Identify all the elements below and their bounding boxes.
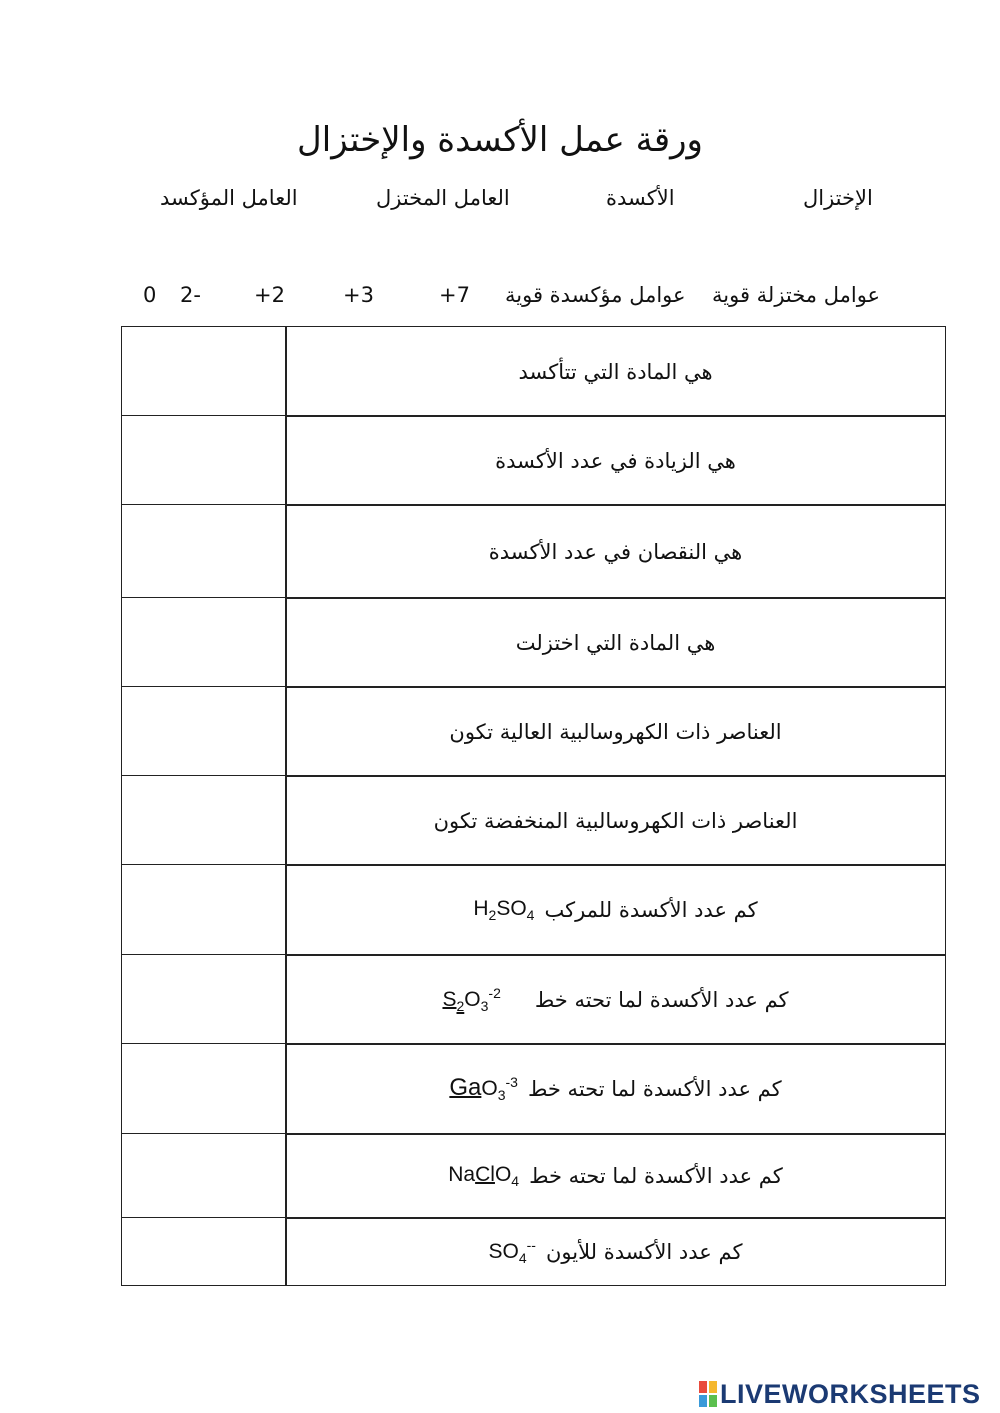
answer-box-1[interactable] bbox=[121, 326, 287, 417]
table-row bbox=[121, 415, 946, 506]
question-4 bbox=[285, 597, 946, 688]
question-7 bbox=[285, 864, 946, 956]
answer-box-10[interactable] bbox=[121, 1133, 287, 1219]
answer-box-5[interactable] bbox=[121, 686, 287, 777]
question-text: هي الزيادة في عدد الأكسدة bbox=[495, 448, 736, 473]
answer-box-11[interactable] bbox=[121, 1217, 287, 1286]
answer-box-3[interactable] bbox=[121, 504, 287, 599]
formula-so4: $SO_4^{--}$ bbox=[488, 1236, 536, 1267]
question-11 bbox=[285, 1217, 946, 1286]
word-bank-oxidizing-agent: العامل المؤكسد bbox=[160, 186, 298, 210]
table-row bbox=[121, 504, 946, 599]
table-row bbox=[121, 1217, 946, 1286]
table-row bbox=[121, 1133, 946, 1219]
answer-box-8[interactable] bbox=[121, 954, 287, 1045]
question-text: هي المادة التي تتأكسد bbox=[518, 359, 713, 384]
question-text: كم عدد الأكسدة لما تحته خط bbox=[527, 1077, 782, 1101]
table-row bbox=[121, 686, 946, 777]
option-strong-reducing: عوامل مختزلة قوية bbox=[712, 283, 881, 307]
question-5 bbox=[285, 686, 946, 777]
question-text: العناصر ذات الكهروسالبية العالية تكون bbox=[449, 719, 782, 744]
question-8 bbox=[285, 954, 946, 1045]
question-text: كم عدد الأكسدة للأيون bbox=[545, 1239, 743, 1264]
question-6 bbox=[285, 775, 946, 866]
table-row bbox=[121, 326, 946, 417]
answer-box-2[interactable] bbox=[121, 415, 287, 506]
question-text: كم عدد الأكسدة لما تحته خط bbox=[529, 1164, 783, 1188]
word-bank-reduction: الإختزال bbox=[803, 186, 873, 210]
option-strong-oxidizing: عوامل مؤكسدة قوية bbox=[505, 283, 686, 307]
question-text: هي النقصان في عدد الأكسدة bbox=[488, 539, 743, 564]
formula-s2o3: $S_2O_3^{-2}$ bbox=[442, 984, 501, 1015]
liveworksheets-logo-icon bbox=[699, 1381, 717, 1407]
question-2 bbox=[285, 415, 946, 506]
worksheet-title: ورقة عمل الأكسدة والإختزال bbox=[297, 120, 703, 160]
question-text: هي المادة التي اختزلت bbox=[515, 630, 716, 655]
question-9 bbox=[285, 1043, 946, 1135]
formula-naclo4: NaClO$_4$ bbox=[448, 1162, 520, 1190]
answer-box-7[interactable] bbox=[121, 864, 287, 956]
question-text: العناصر ذات الكهروسالبية المنخفضة تكون bbox=[433, 808, 798, 833]
question-1 bbox=[285, 326, 946, 417]
liveworksheets-watermark bbox=[699, 1378, 981, 1409]
option-plus-2: +2 bbox=[254, 283, 285, 307]
table-row bbox=[121, 775, 946, 866]
table-row bbox=[121, 1043, 946, 1135]
table-row bbox=[121, 597, 946, 688]
formula-h2so4: $H_2SO_4$ bbox=[473, 896, 535, 924]
question-3 bbox=[285, 504, 946, 599]
question-text: كم عدد الأكسدة لما تحته خط bbox=[534, 987, 789, 1012]
option-plus-3: +3 bbox=[343, 283, 374, 307]
formula-gao3: GaO$_3^{-3}$ bbox=[449, 1074, 518, 1104]
watermark-text: LIVEWORKSHEETS bbox=[720, 1378, 981, 1409]
answer-box-6[interactable] bbox=[121, 775, 287, 866]
option-zero: 0 bbox=[143, 283, 157, 307]
answer-box-9[interactable] bbox=[121, 1043, 287, 1135]
option-plus-7: +7 bbox=[439, 283, 470, 307]
table-row bbox=[121, 864, 946, 956]
word-bank-oxidation: الأكسدة bbox=[606, 186, 675, 210]
option-minus-2: -2 bbox=[180, 283, 201, 307]
question-10 bbox=[285, 1133, 946, 1219]
word-bank-reducing-agent: العامل المختزل bbox=[376, 186, 510, 210]
answer-box-4[interactable] bbox=[121, 597, 287, 688]
table-row bbox=[121, 954, 946, 1045]
question-text: كم عدد الأكسدة للمركب bbox=[544, 898, 758, 922]
